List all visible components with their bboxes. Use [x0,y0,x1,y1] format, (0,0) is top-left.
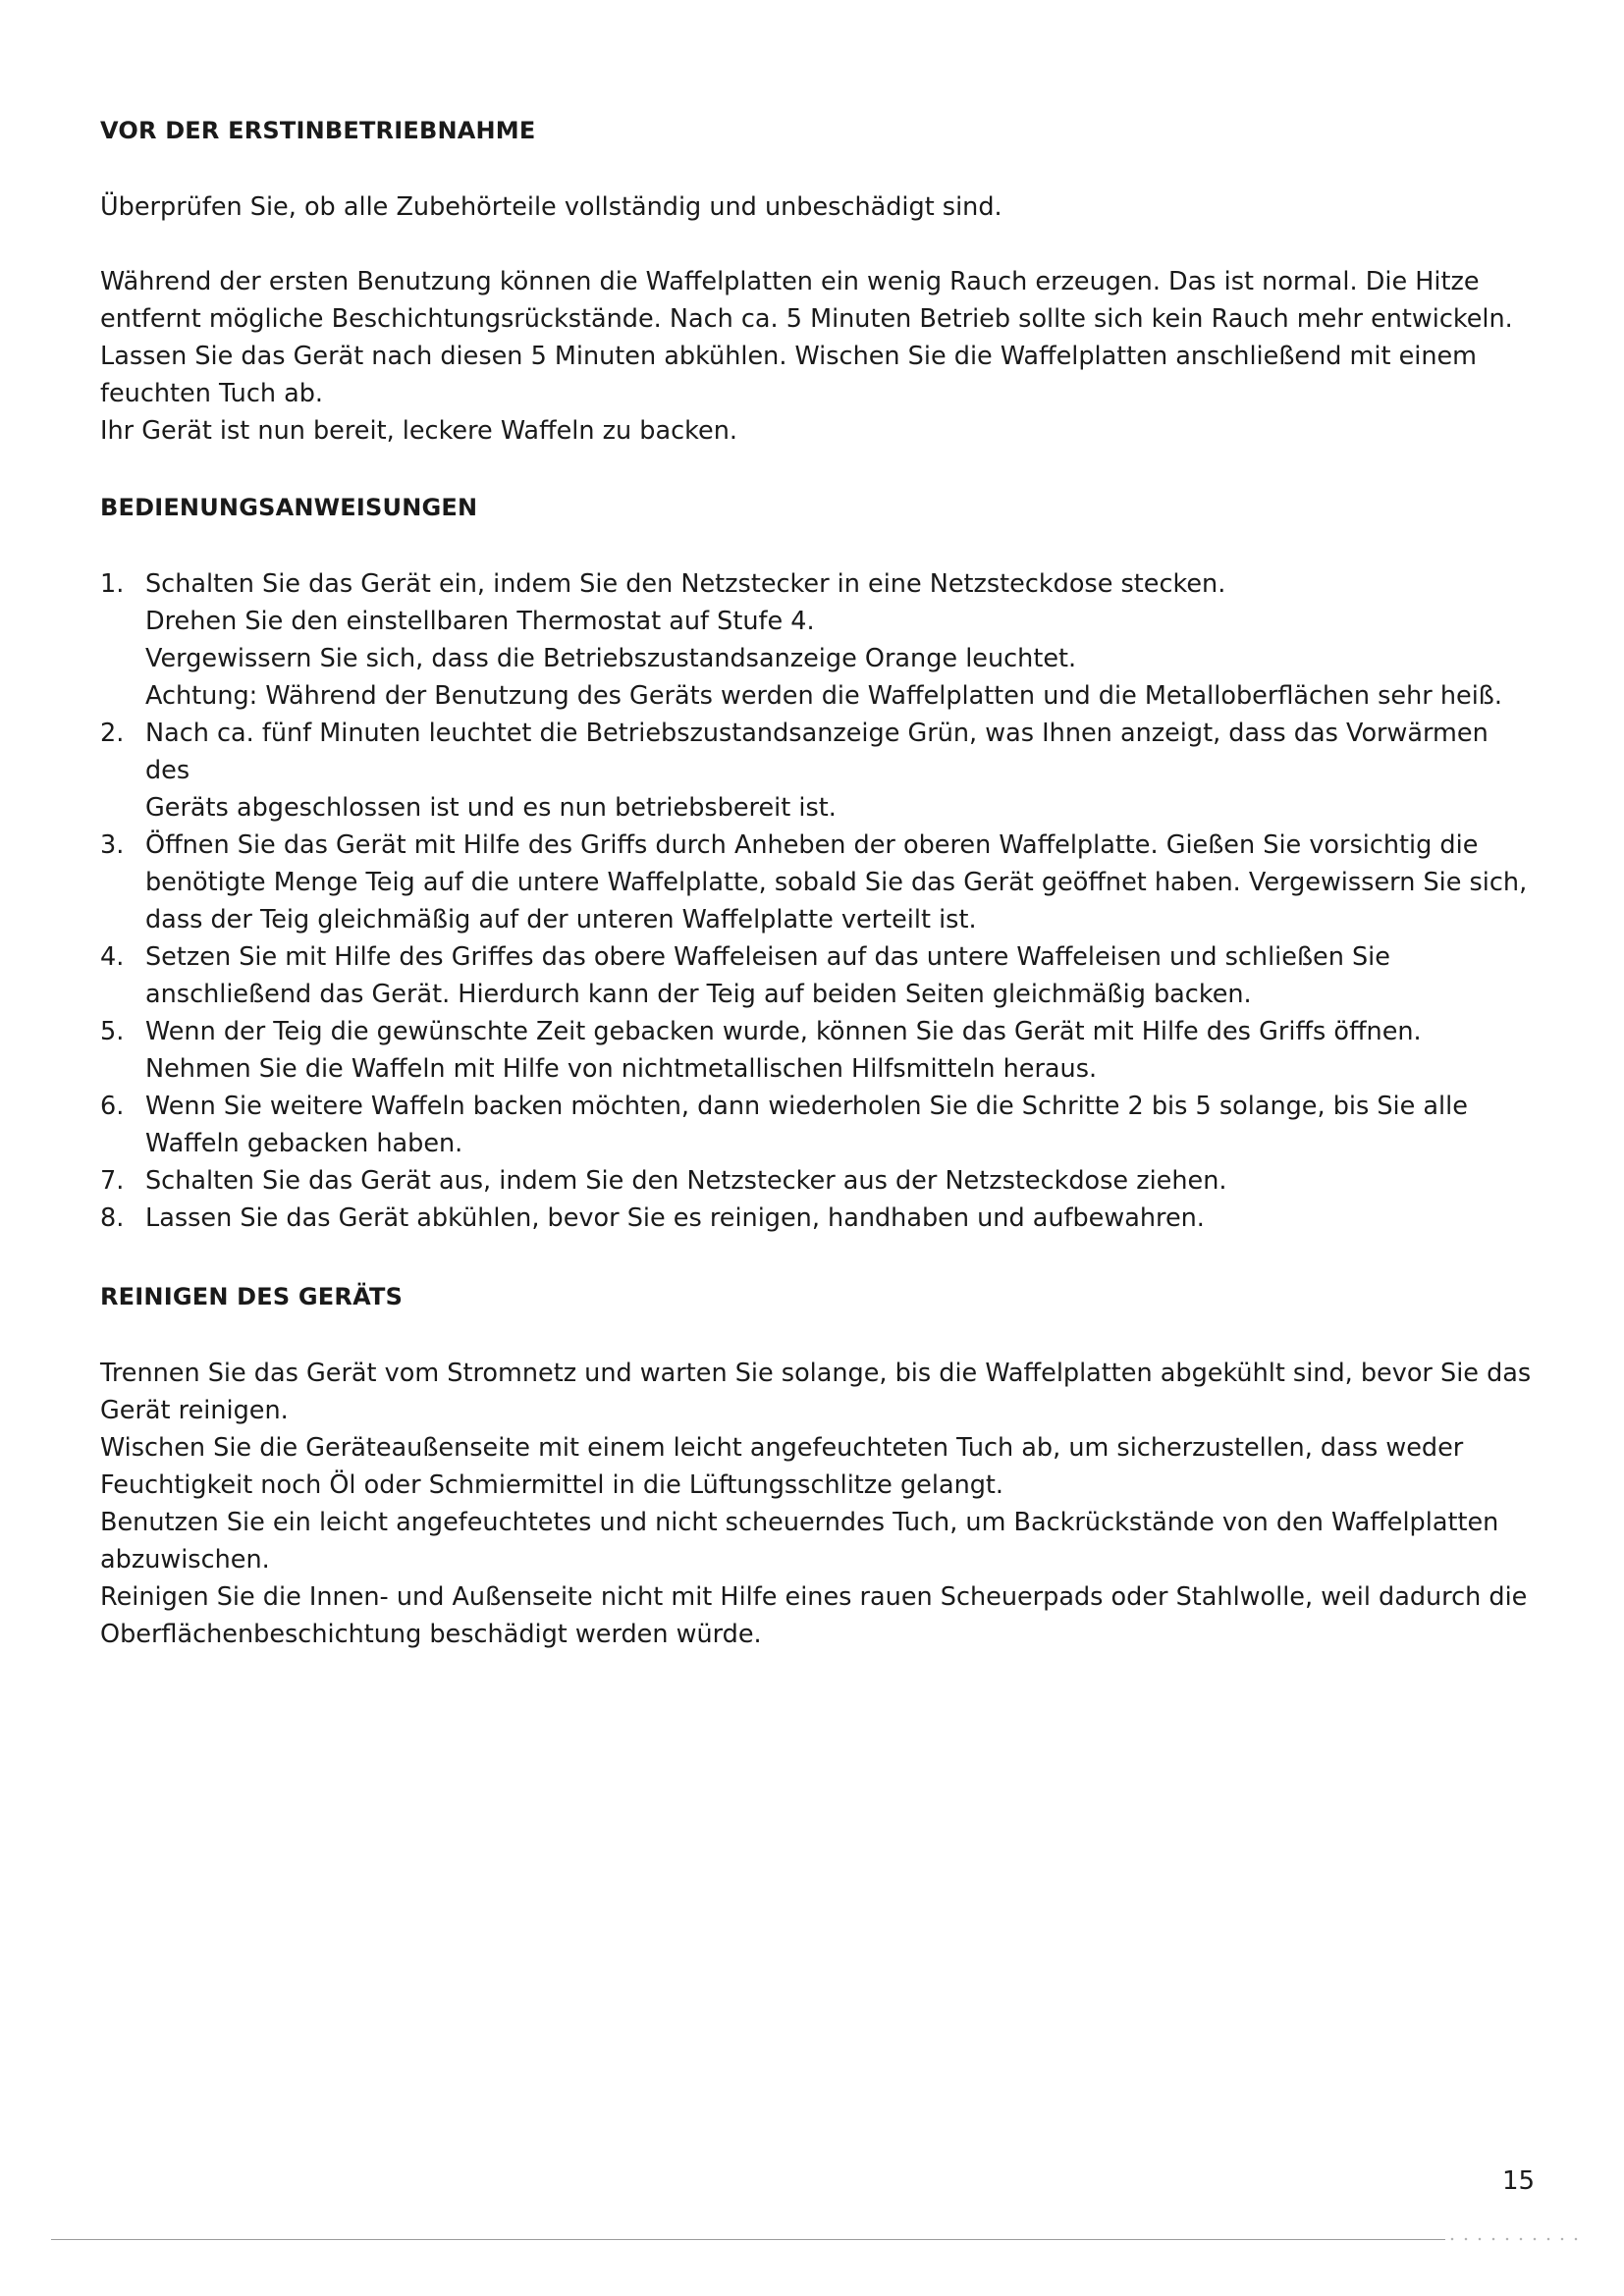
step-line: Schalten Sie das Gerät ein, indem Sie den Netzstecker in eine Netzsteckdose stecken. [145,569,1226,599]
text-line: feuchten Tuch ab. [100,379,324,408]
paragraph-check-accessories: Überprüfen Sie, ob alle Zubehörteile vollständig und unbeschädigt sind. [100,192,1002,222]
text-line: abzuwischen. [100,1545,270,1575]
footer-divider [51,2239,1445,2240]
text-line: Trennen Sie das Gerät vom Stromnetz und warten Sie solange, bis die Waffelplatten abgekühlt sind, bevor Sie das [100,1359,1532,1388]
text-line: Lassen Sie das Gerät nach diesen 5 Minuten abkühlen. Wischen Sie die Waffelplatten anschließend mit einem [100,342,1478,371]
step-line: Geräts abgeschlossen ist und es nun betriebsbereit ist. [145,793,837,823]
step-number: 6. [100,1092,125,1121]
step-line: Wenn Sie weitere Waffeln backen möchten, dann wiederholen Sie die Schritte 2 bis 5 solange, bis Sie alle [145,1092,1468,1121]
text-line: Gerät reinigen. [100,1396,289,1425]
text-line: entfernt mögliche Beschichtungsrückstände. Nach ca. 5 Minuten Betrieb sollte sich kein Rauch mehr entwickeln. [100,304,1513,334]
section-heading-first-use: VOR DER ERSTINBETRIEBNAHME [100,117,536,144]
instruction-step-8 [100,1200,1534,1237]
step-line: benötigte Menge Teig auf die untere Waffelplatte, sobald Sie das Gerät geöffnet haben. Vergewissern Sie sich, [145,868,1528,897]
step-number: 3. [100,830,125,860]
text-line: Feuchtigkeit noch Öl oder Schmiermittel in die Lüftungsschlitze gelangt. [100,1470,1004,1500]
step-number: 4. [100,942,125,972]
text-line: Während der ersten Benutzung können die Waffelplatten ein wenig Rauch erzeugen. Das ist normal. Die Hitze [100,267,1480,296]
page-content [100,116,1534,1653]
step-line: Lassen Sie das Gerät abkühlen, bevor Sie es reinigen, handhaben und aufbewahren. [145,1203,1205,1233]
section-heading-operating-instructions: BEDIENUNGSANWEISUNGEN [100,494,478,521]
paragraph-first-use-smoke [100,263,1534,450]
instruction-step-2 [100,715,1534,827]
step-line: Wenn der Teig die gewünschte Zeit gebacken wurde, können Sie das Gerät mit Hilfe des Griffs öffnen. [145,1017,1422,1046]
footer-dotted-line [1445,2236,1583,2242]
step-line: Vergewissern Sie sich, dass die Betriebszustandsanzeige Orange leuchtet. [145,644,1077,673]
step-line: Schalten Sie das Gerät aus, indem Sie den Netzstecker aus der Netzsteckdose ziehen. [145,1166,1227,1196]
step-line: Drehen Sie den einstellbaren Thermostat auf Stufe 4. [145,607,815,636]
step-line: dass der Teig gleichmäßig auf der unteren Waffelplatte verteilt ist. [145,905,977,934]
paragraph-cleaning [100,1355,1534,1653]
step-line: Waffeln gebacken haben. [145,1129,463,1158]
text-line: Benutzen Sie ein leicht angefeuchtetes und nicht scheuerndes Tuch, um Backrückstände von den Waffelplatten [100,1508,1499,1537]
step-line: Nehmen Sie die Waffeln mit Hilfe von nichtmetallischen Hilfsmitteln heraus. [145,1054,1098,1084]
step-line: Nach ca. fünf Minuten leuchtet die Betriebszustandsanzeige Grün, was Ihnen anzeigt, dass das Vorwärmen des [145,719,1489,785]
step-number: 7. [100,1166,125,1196]
instruction-step-7 [100,1162,1534,1200]
instruction-step-6 [100,1088,1534,1162]
instruction-step-5 [100,1013,1534,1088]
step-number: 1. [100,569,125,599]
instruction-steps-list [100,565,1534,1237]
text-line: Wischen Sie die Geräteaußenseite mit einem leicht angefeuchteten Tuch ab, um sicherzustellen, dass weder [100,1433,1464,1463]
step-line: Öffnen Sie das Gerät mit Hilfe des Griffs durch Anheben der oberen Waffelplatte. Gießen Sie vorsichtig die [145,830,1479,860]
instruction-step-4 [100,938,1534,1013]
text-line: Oberflächenbeschichtung beschädigt werden würde. [100,1620,762,1649]
step-line: anschließend das Gerät. Hierdurch kann der Teig auf beiden Seiten gleichmäßig backen. [145,980,1252,1009]
page-number: 15 [1502,2166,1536,2196]
step-line: Achtung: Während der Benutzung des Geräts werden die Waffelplatten und die Metalloberflächen sehr heiß. [145,681,1502,711]
instruction-step-3 [100,827,1534,938]
step-number: 5. [100,1017,125,1046]
text-line: Reinigen Sie die Innen- und Außenseite nicht mit Hilfe eines rauen Scheuerpads oder Stahlwolle, weil dadurch die [100,1582,1528,1612]
step-number: 8. [100,1203,125,1233]
instruction-step-1 [100,565,1534,715]
text-line: Ihr Gerät ist nun bereit, leckere Waffeln zu backen. [100,416,737,446]
step-number: 2. [100,719,125,748]
section-heading-cleaning: REINIGEN DES GERÄTS [100,1283,404,1310]
step-line: Setzen Sie mit Hilfe des Griffes das obere Waffeleisen auf das untere Waffeleisen und schließen Sie [145,942,1390,972]
